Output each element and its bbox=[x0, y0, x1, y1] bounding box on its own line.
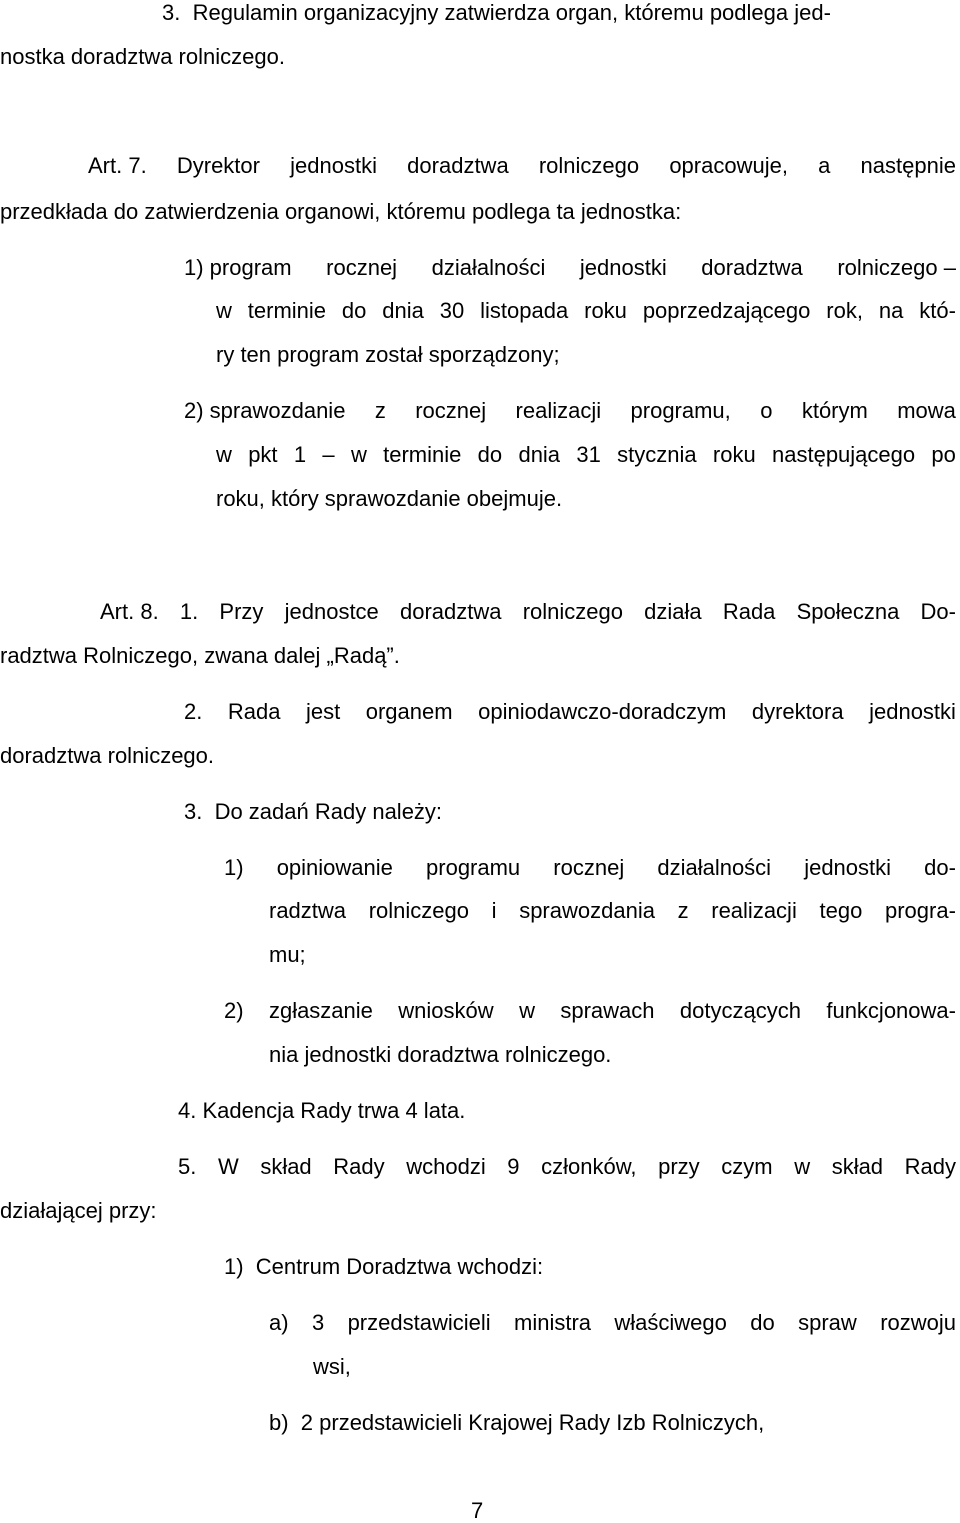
word: dnia bbox=[518, 442, 561, 467]
word: 3 bbox=[311, 1310, 325, 1335]
word: jednostki bbox=[804, 855, 892, 880]
word: doradztwa bbox=[399, 599, 502, 624]
word: roku bbox=[584, 298, 627, 323]
word: do- bbox=[924, 855, 956, 880]
word: członków, bbox=[541, 1154, 637, 1179]
word: z bbox=[374, 398, 386, 423]
word: Art. 8. bbox=[100, 599, 159, 624]
word: jest bbox=[305, 699, 341, 724]
word: w bbox=[216, 298, 232, 323]
word: rocznej bbox=[415, 398, 487, 423]
word: opracowuje, bbox=[669, 153, 788, 178]
word: 1. bbox=[179, 599, 199, 624]
word: opiniowanie bbox=[276, 855, 393, 880]
word: po bbox=[931, 442, 956, 467]
word: funkcjonowa- bbox=[826, 998, 956, 1023]
art7-item2-line3: roku, który sprawozdanie obejmuje. bbox=[216, 486, 563, 511]
word: W bbox=[217, 1154, 239, 1179]
word: zgłaszanie bbox=[268, 998, 373, 1023]
word: skład bbox=[831, 1154, 884, 1179]
word: którym bbox=[801, 398, 868, 423]
art8-p2-line2: doradztwa rolniczego. bbox=[0, 743, 215, 768]
word: w bbox=[216, 442, 232, 467]
word: następnie bbox=[860, 153, 956, 178]
word: dnia bbox=[382, 298, 424, 323]
word: czym bbox=[721, 1154, 773, 1179]
word: jednostki bbox=[869, 699, 956, 724]
word: a bbox=[818, 153, 831, 178]
word: Społeczna bbox=[796, 599, 900, 624]
word: Dyrektor bbox=[176, 153, 260, 178]
word: dotyczących bbox=[679, 998, 801, 1023]
word: terminie bbox=[383, 442, 462, 467]
word: i bbox=[491, 898, 497, 923]
word: 1) program bbox=[184, 255, 292, 280]
word: 1) bbox=[224, 855, 244, 880]
word: z bbox=[677, 898, 689, 923]
word: właściwego bbox=[614, 1310, 727, 1335]
word: listopada bbox=[480, 298, 569, 323]
word: programu, bbox=[630, 398, 731, 423]
word: roku bbox=[712, 442, 756, 467]
word: w bbox=[519, 998, 535, 1023]
word: progra- bbox=[884, 898, 956, 923]
word: do bbox=[477, 442, 503, 467]
word: ministra bbox=[514, 1310, 592, 1335]
word: o bbox=[760, 398, 773, 423]
word: jednostce bbox=[284, 599, 379, 624]
word: przy bbox=[658, 1154, 700, 1179]
word: wniosków bbox=[398, 998, 494, 1023]
art7-intro-line2: przedkłada do zatwierdzenia organowi, któremu podlega ta jednostka: bbox=[0, 199, 682, 224]
word: poprzedzającego bbox=[642, 298, 811, 323]
art8-p3-item1-line3: mu; bbox=[269, 942, 306, 967]
word: 30 bbox=[439, 298, 465, 323]
word: radztwa bbox=[269, 898, 347, 923]
word: 2) sprawozdanie bbox=[184, 398, 346, 423]
art7-item2-line1 bbox=[184, 400, 956, 422]
art6-item3-line1: 3. Regulamin organizacyjny zatwierdza organ, któremu podlega jed- bbox=[162, 0, 831, 25]
word: organem bbox=[365, 699, 453, 724]
word: działa bbox=[644, 599, 702, 624]
word: rolniczego bbox=[538, 153, 640, 178]
art7-item1-line3: ry ten program został sporządzony; bbox=[216, 342, 560, 367]
word: 1 bbox=[293, 442, 307, 467]
word: działalności bbox=[431, 255, 546, 280]
word: Do- bbox=[920, 599, 956, 624]
word: mowa bbox=[897, 398, 956, 423]
art8-p5-line2: działającej przy: bbox=[0, 1198, 157, 1223]
word: któ- bbox=[919, 298, 956, 323]
word: Rada bbox=[722, 599, 776, 624]
art8-p3-item1-line2 bbox=[269, 900, 956, 922]
word: sprawach bbox=[560, 998, 655, 1023]
word: Rady bbox=[333, 1154, 385, 1179]
word: rocznej bbox=[326, 255, 398, 280]
word: rocznej bbox=[553, 855, 625, 880]
word: terminie bbox=[247, 298, 327, 323]
word: realizacji bbox=[515, 398, 602, 423]
word: a) bbox=[269, 1310, 289, 1335]
art8-p5-item1-a-line2: wsi, bbox=[313, 1354, 351, 1379]
word: w bbox=[794, 1154, 811, 1179]
word: – bbox=[322, 442, 335, 467]
word: spraw bbox=[798, 1310, 857, 1335]
word: 2. bbox=[184, 699, 203, 724]
art7-item1-line2 bbox=[216, 300, 956, 322]
word: 5. bbox=[178, 1154, 197, 1179]
art8-p5-line1 bbox=[178, 1156, 956, 1178]
word: 2) bbox=[224, 998, 244, 1023]
art8-p3-item1-line1 bbox=[224, 857, 956, 879]
word: Rady bbox=[904, 1154, 956, 1179]
word: sprawozdania bbox=[519, 898, 655, 923]
art8-p3-item2-line2: nia jednostki doradztwa rolniczego. bbox=[269, 1042, 612, 1067]
word: przedstawicieli bbox=[347, 1310, 491, 1335]
word: opiniodawczo-doradczym bbox=[478, 699, 727, 724]
word: następującego bbox=[772, 442, 916, 467]
art8-p5-item1-b: b) 2 przedstawicieli Krajowej Rady Izb Rolniczych, bbox=[269, 1410, 765, 1435]
word: jednostki bbox=[579, 255, 667, 280]
word: Przy bbox=[219, 599, 264, 624]
art8-p5-item1-a-line1 bbox=[269, 1312, 956, 1334]
word: rozwoju bbox=[880, 1310, 956, 1335]
art8-p4: 4. Kadencja Rady trwa 4 lata. bbox=[178, 1098, 466, 1123]
art8-p1-line2: radztwa Rolniczego, zwana dalej „Radą”. bbox=[0, 643, 400, 668]
word: rolniczego bbox=[522, 599, 623, 624]
word: doradztwa bbox=[701, 255, 803, 280]
word: rolniczego – bbox=[837, 255, 956, 280]
art8-p5-item1: 1) Centrum Doradztwa wchodzi: bbox=[224, 1254, 544, 1279]
word: skład bbox=[260, 1154, 312, 1179]
art6-item3-line2: nostka doradztwa rolniczego. bbox=[0, 44, 285, 69]
word: dyrektora bbox=[751, 699, 844, 724]
word: Rada bbox=[227, 699, 281, 724]
word: doradztwa bbox=[407, 153, 509, 178]
word: stycznia bbox=[617, 442, 697, 467]
art8-p1-line1 bbox=[100, 601, 956, 623]
art7-item2-line2 bbox=[216, 444, 956, 466]
art7-item1-line1 bbox=[184, 257, 956, 279]
page-number: 7 bbox=[471, 1498, 484, 1523]
word: programu bbox=[426, 855, 521, 880]
word: tego bbox=[819, 898, 863, 923]
word: do bbox=[750, 1310, 775, 1335]
word: Art. 7. bbox=[88, 153, 147, 178]
word: realizacji bbox=[711, 898, 797, 923]
art8-p3: 3. Do zadań Rady należy: bbox=[184, 799, 443, 824]
word: jednostki bbox=[290, 153, 377, 178]
word: w bbox=[350, 442, 367, 467]
word: rolniczego bbox=[368, 898, 469, 923]
word: na bbox=[878, 298, 904, 323]
word: do bbox=[341, 298, 367, 323]
art8-p3-item2-line1 bbox=[224, 1000, 956, 1022]
word: rok, bbox=[826, 298, 863, 323]
word: 31 bbox=[576, 442, 601, 467]
art7-intro-line1 bbox=[88, 155, 956, 177]
word: działalności bbox=[657, 855, 772, 880]
word: 9 bbox=[507, 1154, 520, 1179]
word: pkt bbox=[248, 442, 278, 467]
art8-p2-line1 bbox=[184, 701, 956, 723]
word: wchodzi bbox=[406, 1154, 486, 1179]
